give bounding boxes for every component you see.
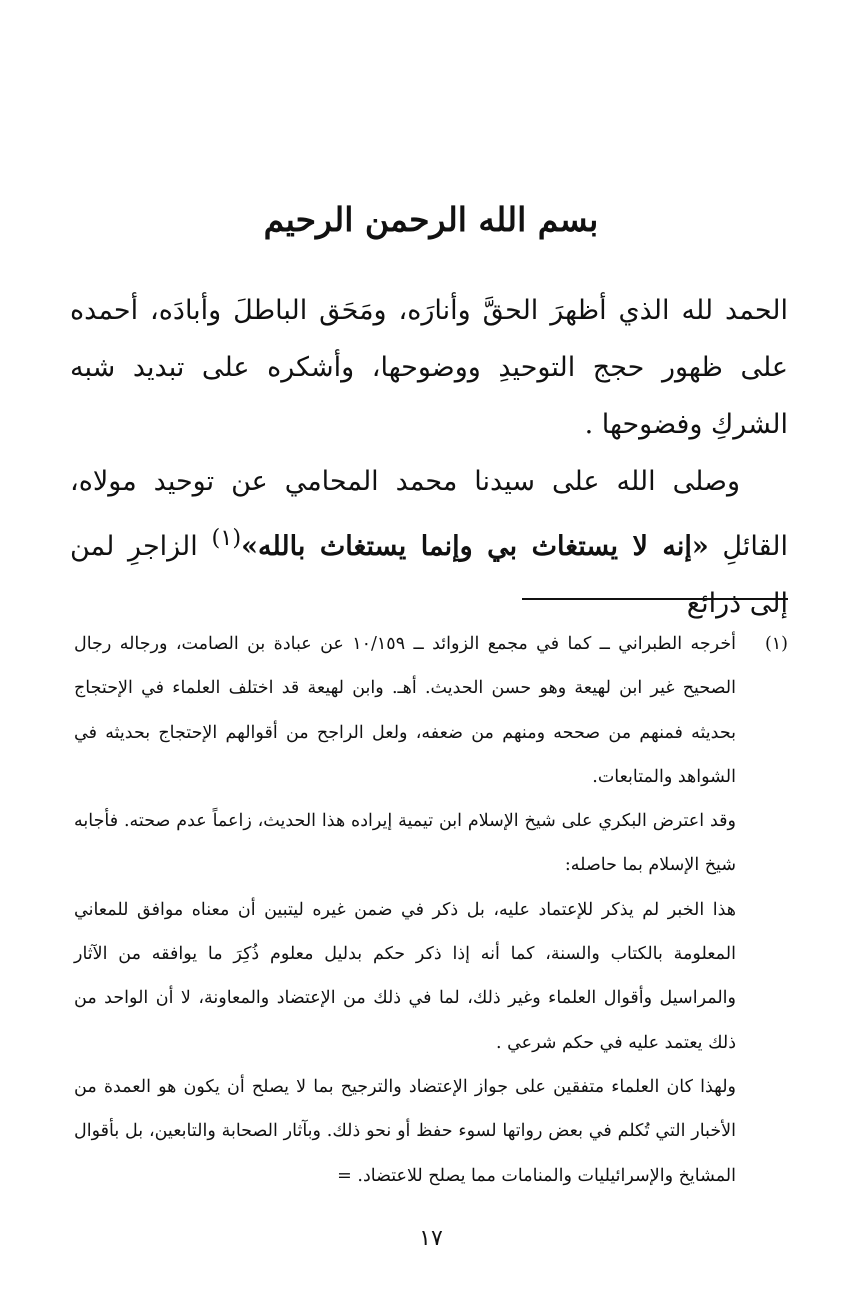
- footnote-number: (١): [764, 634, 788, 654]
- praise-paragraph: الحمد لله الذي أظهرَ الحقَّ وأنارَه، ومَحَق الباطلَ وأبادَه، أحمده على ظهور حجج التوحيدِ ووضوحها، وأشكره على تبديد شبه الشركِ وفضوحها .: [70, 295, 788, 440]
- footnote-paragraph: هذا الخبر لم يذكر للإعتماد عليه، بل ذكر في ضمن غيره ليتبين أن معناه موافق للمعاني المعلومة بالكتاب والسنة، كما أنه إذا ذكر حكم بدليل معلوم ذُكِرَ ما يوافقه من الآثار والمراسيل وأقوال العلماء وغير ذلك، لما في ذلك من الإعتضاد والمعاونة، لا أن الواحد من ذلك يعتمد عليه في حكم شرعي .: [74, 899, 736, 1053]
- footnote-paragraph: وقد اعترض البكري على شيخ الإسلام ابن تيمية إيراده هذا الحديث، زاعماً عدم صحته. فأجابه شيخ الإسلام بما حاصله:: [74, 811, 736, 876]
- footnote-reference: (١): [211, 525, 242, 551]
- page-number: ١٧: [419, 1226, 443, 1251]
- main-text: [70, 282, 788, 632]
- hadith-quote: «إنه لا يستغاث بي وإنما يستغاث بالله»: [241, 531, 709, 562]
- salutation-continuation: الزاجرِ لمن إلى ذرائع: [70, 531, 788, 619]
- footnote-1: [74, 622, 788, 1198]
- salutation-paragraph: [70, 453, 788, 632]
- footnote-separator: [522, 598, 788, 600]
- footnotes: [74, 622, 788, 1198]
- footnote-paragraph: ولهذا كان العلماء متفقين على جواز الإعتضاد والترجيح بما لا يصلح أن يكون هو العمدة من الأخبار التي تُكلم في بعض رواتها لسوء حفظ أو نحو ذلك. وبآثار الصحابة والتابعين، بل بأقوال المشايخ والإسرائيليات والمنامات مما يصلح للاعتضاد. =: [74, 1076, 736, 1186]
- footnote-body: [74, 622, 736, 1198]
- salutation-intro: وصلى الله على سيدنا محمد المحامي عن توحيد مولاه، القائلِ: [70, 466, 788, 562]
- footnote-paragraph: أخرجه الطبراني ــ كما في مجمع الزوائد ــ ١٠/١٥٩ عن عبادة بن الصامت، ورجاله رجال الصحيح غير ابن لهيعة وهو حسن الحديث. أهـ. وابن لهيعة قد اختلف العلماء في الإحتجاج بحديثه فمنهم من صححه ومنهم من ضعفه، ولعل الراجح من أقوالهم الإحتجاج بحديثه في الشواهد والمتابعات.: [74, 634, 736, 787]
- basmala-heading: بسم الله الرحمن الرحيم: [263, 200, 599, 239]
